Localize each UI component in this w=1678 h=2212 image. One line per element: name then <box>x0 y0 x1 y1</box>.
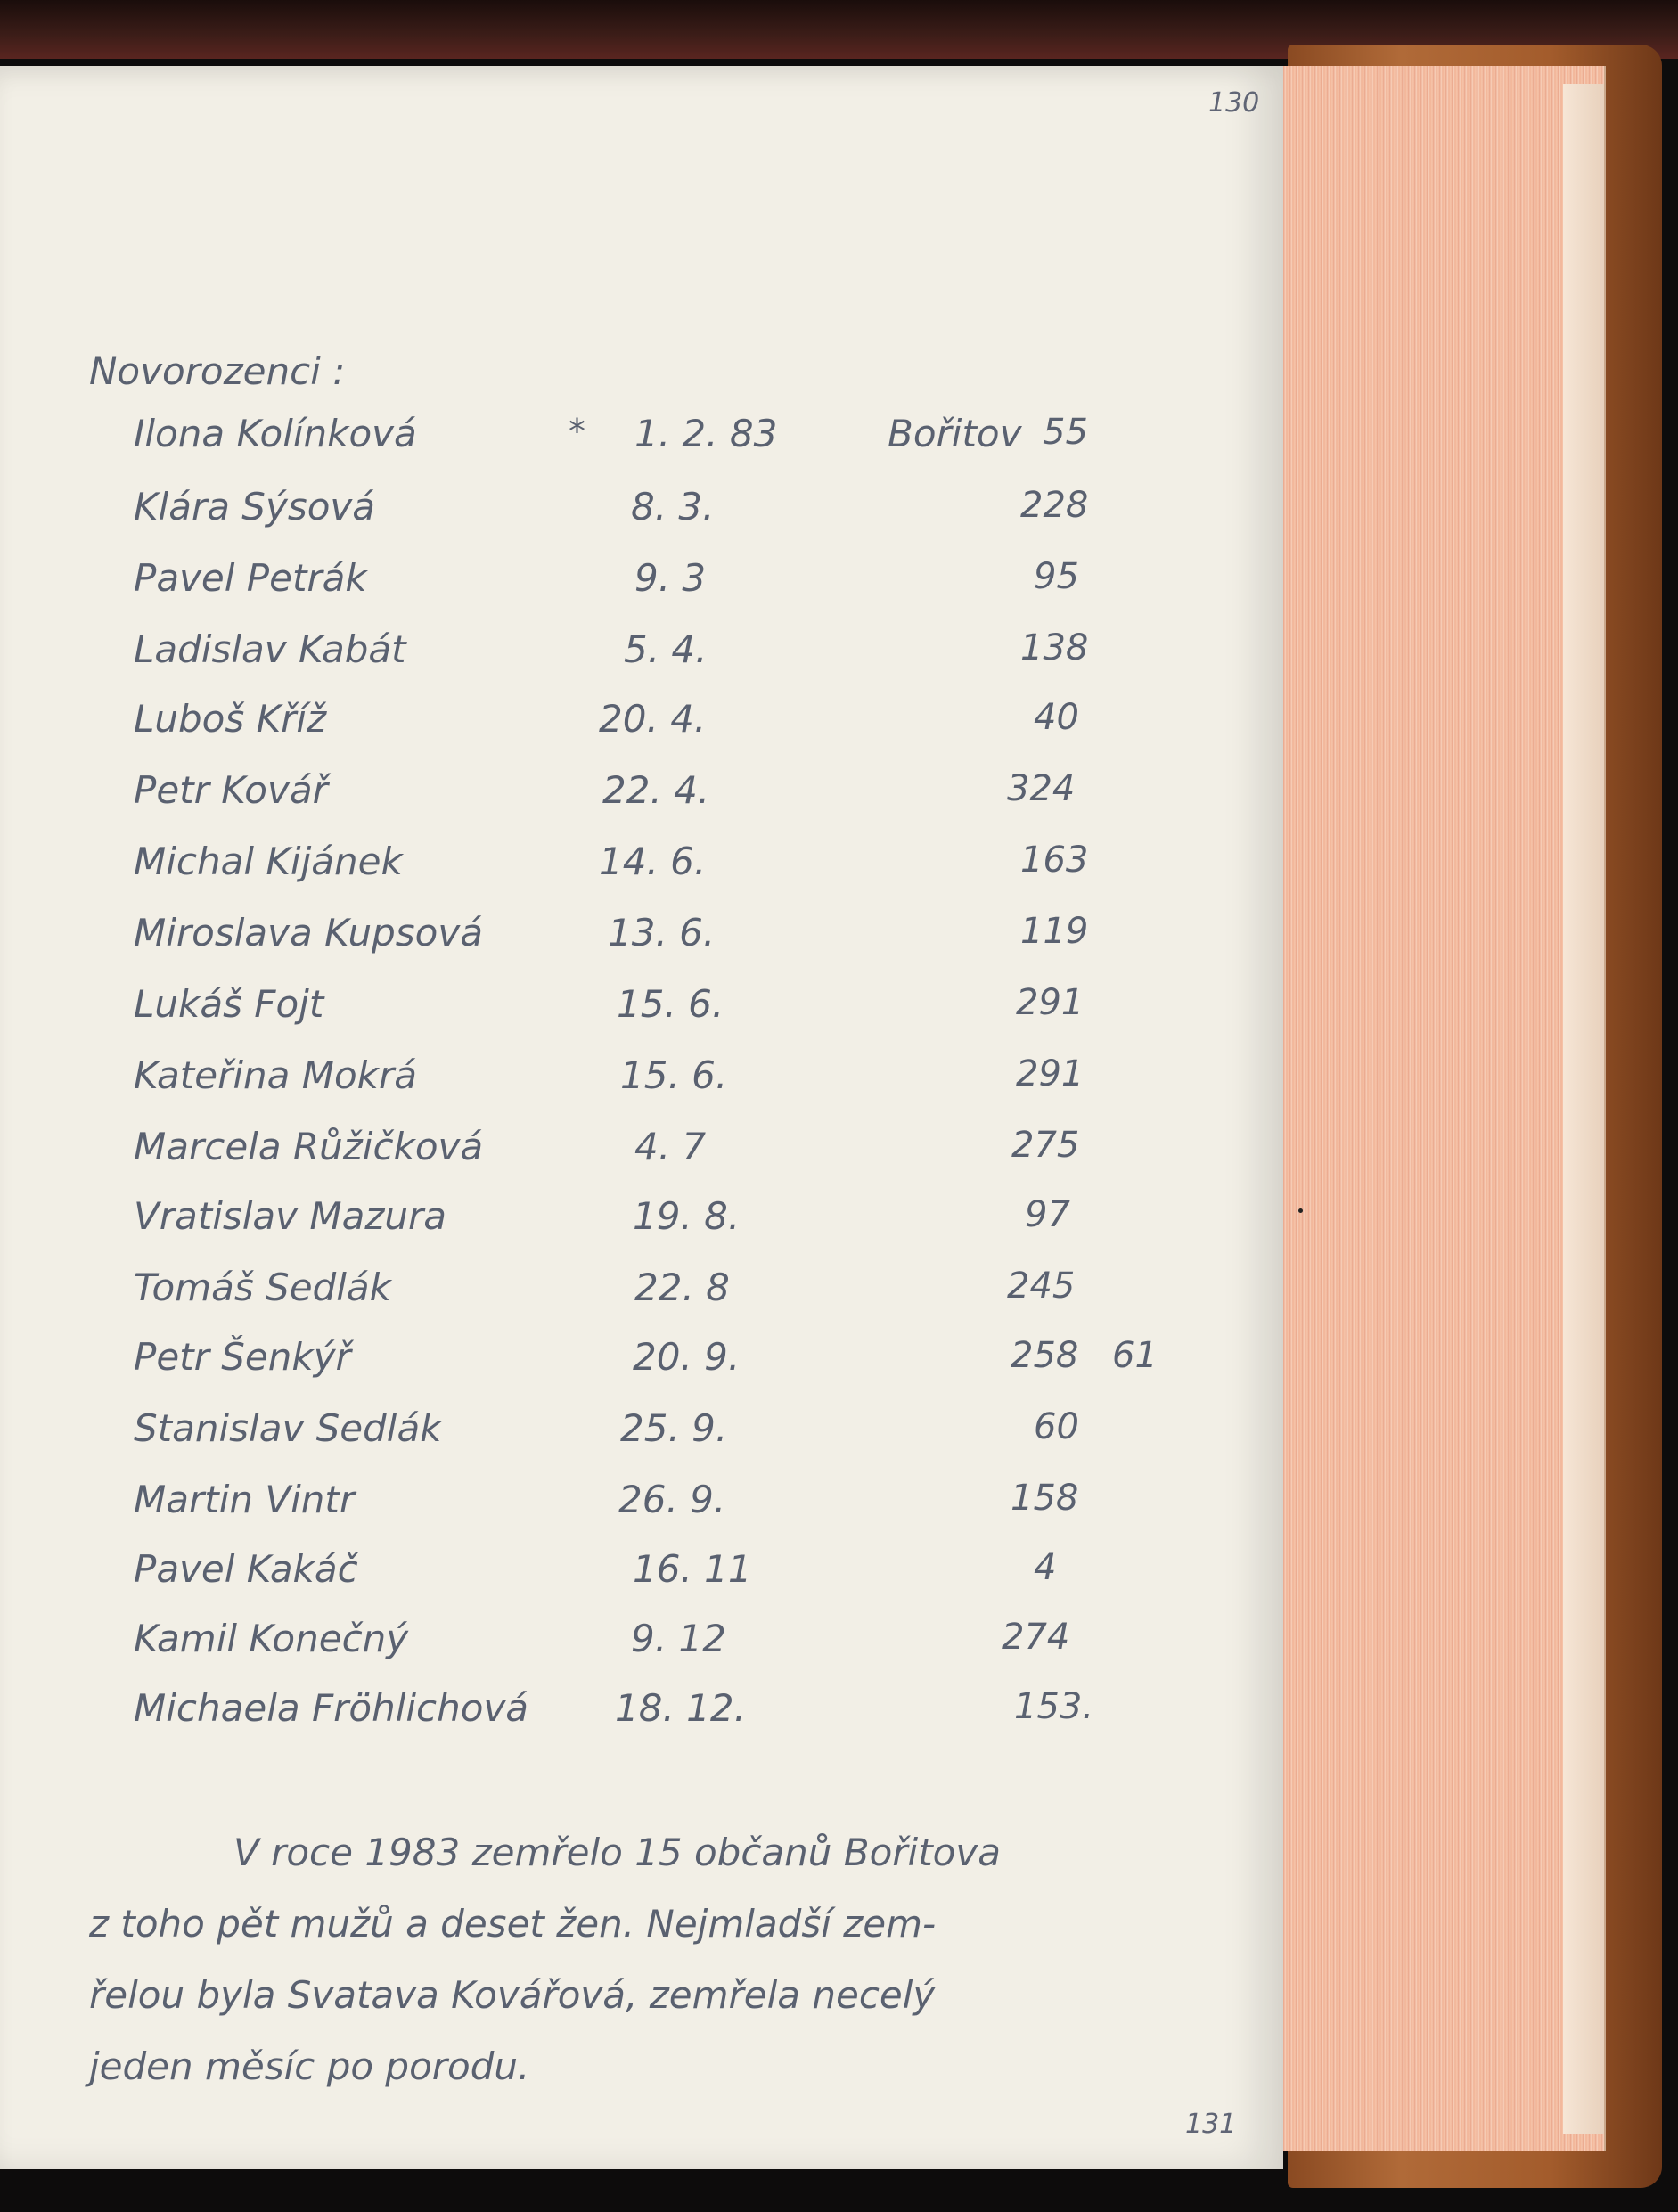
house-number: 245 <box>1007 1266 1076 1307</box>
deaths-paragraph-line: řelou byla Svatava Kovářová, zemřela necelý <box>89 1973 936 2017</box>
list-item <box>0 1266 1283 1337</box>
book-page <box>0 66 1283 2169</box>
birth-date: 26. 9. <box>618 1478 726 1521</box>
house-number: 291 <box>1016 982 1085 1023</box>
child-name: Vratislav Mazura <box>134 1194 447 1238</box>
house-number: 228 <box>1020 485 1089 526</box>
birth-date: 22. 8 <box>634 1266 730 1309</box>
house-number: 291 <box>1016 1053 1085 1094</box>
child-name: Michal Kijánek <box>134 840 403 883</box>
list-item <box>0 697 1283 768</box>
child-name: Pavel Kakáč <box>134 1547 358 1591</box>
child-name: Stanislav Sedlák <box>134 1406 442 1450</box>
house-number: 138 <box>1020 627 1089 668</box>
list-item <box>0 556 1283 627</box>
birth-date: 9. 12 <box>631 1617 726 1660</box>
list-item <box>0 840 1283 911</box>
house-number: 95 <box>1034 556 1079 597</box>
birth-date: 16. 11 <box>633 1547 752 1591</box>
child-name: Kamil Konečný <box>134 1617 409 1660</box>
list-item <box>0 1686 1283 1757</box>
list-item <box>0 911 1283 982</box>
house-number: 258 <box>1011 1335 1079 1376</box>
village-name: Bořitov <box>888 412 1022 455</box>
list-item <box>0 1547 1283 1618</box>
section-heading: Novorozenci : <box>89 349 346 393</box>
list-item <box>0 1335 1283 1406</box>
page-number-top: 130 <box>1208 87 1260 119</box>
child-name: Kateřina Mokrá <box>134 1053 417 1097</box>
birth-date: 1. 2. 83 <box>634 412 778 455</box>
page-edges <box>1274 66 1606 2151</box>
child-name: Miroslava Kupsová <box>134 911 483 954</box>
child-name: Martin Vintr <box>134 1478 356 1521</box>
birth-marker: * <box>569 412 585 451</box>
birth-date: 13. 6. <box>608 911 716 954</box>
child-name: Ladislav Kabát <box>134 627 406 671</box>
list-item <box>0 1194 1283 1266</box>
deaths-paragraph-line: z toho pět mužů a deset žen. Nejmladší zem- <box>89 1902 937 1946</box>
list-item <box>0 1617 1283 1688</box>
list-item <box>0 1125 1283 1196</box>
house-number: 324 <box>1007 768 1076 809</box>
child-name: Lukáš Fojt <box>134 982 324 1026</box>
list-item <box>0 412 1283 483</box>
page-number-bottom: 131 <box>1185 2109 1237 2140</box>
house-number: 40 <box>1034 697 1079 738</box>
child-name: Luboš Kříž <box>134 697 327 741</box>
child-name: Michaela Fröhlichová <box>134 1686 529 1730</box>
birth-date: 9. 3 <box>634 556 707 600</box>
list-item <box>0 627 1283 699</box>
birth-date: 19. 8. <box>633 1194 741 1238</box>
house-number: 153. <box>1014 1686 1094 1727</box>
house-number: 274 <box>1002 1617 1070 1658</box>
birth-date: 18. 12. <box>615 1686 746 1730</box>
child-name: Klára Sýsová <box>134 485 375 528</box>
birth-date: 15. 6. <box>617 982 724 1026</box>
list-item <box>0 485 1283 556</box>
list-item <box>0 768 1283 840</box>
house-number: 119 <box>1020 911 1089 952</box>
list-item <box>0 1053 1283 1125</box>
list-item <box>0 982 1283 1053</box>
deaths-paragraph-line: V roce 1983 zemřelo 15 občanů Bořitova <box>233 1831 1001 1874</box>
house-number: 60 <box>1034 1406 1079 1447</box>
birth-date: 25. 9. <box>620 1406 728 1450</box>
house-number: 55 <box>1043 412 1088 453</box>
deaths-paragraph-line: jeden měsíc po porodu. <box>89 2044 530 2088</box>
birth-date: 8. 3. <box>631 485 715 528</box>
list-item <box>0 1478 1283 1549</box>
house-number: 275 <box>1011 1125 1080 1166</box>
house-number: 158 <box>1011 1478 1079 1519</box>
house-number: 163 <box>1020 840 1089 881</box>
ink-speck <box>1298 1208 1303 1213</box>
child-name: Petr Kovář <box>134 768 328 812</box>
child-name: Marcela Růžičková <box>134 1125 484 1168</box>
birth-date: 22. 4. <box>602 768 710 812</box>
child-name: Tomáš Sedlák <box>134 1266 391 1309</box>
house-number: 97 <box>1025 1194 1070 1235</box>
house-number: 4 <box>1034 1547 1057 1588</box>
list-item <box>0 1406 1283 1478</box>
house-number-extra: 61 <box>1112 1335 1158 1376</box>
birth-date: 20. 4. <box>599 697 707 741</box>
birth-date: 15. 6. <box>620 1053 728 1097</box>
birth-date: 4. 7 <box>634 1125 707 1168</box>
child-name: Ilona Kolínková <box>134 412 417 455</box>
birth-date: 20. 9. <box>633 1335 741 1379</box>
child-name: Pavel Petrák <box>134 556 367 600</box>
birth-date: 5. 4. <box>624 627 708 671</box>
child-name: Petr Šenkýř <box>134 1335 351 1379</box>
birth-date: 14. 6. <box>599 840 707 883</box>
